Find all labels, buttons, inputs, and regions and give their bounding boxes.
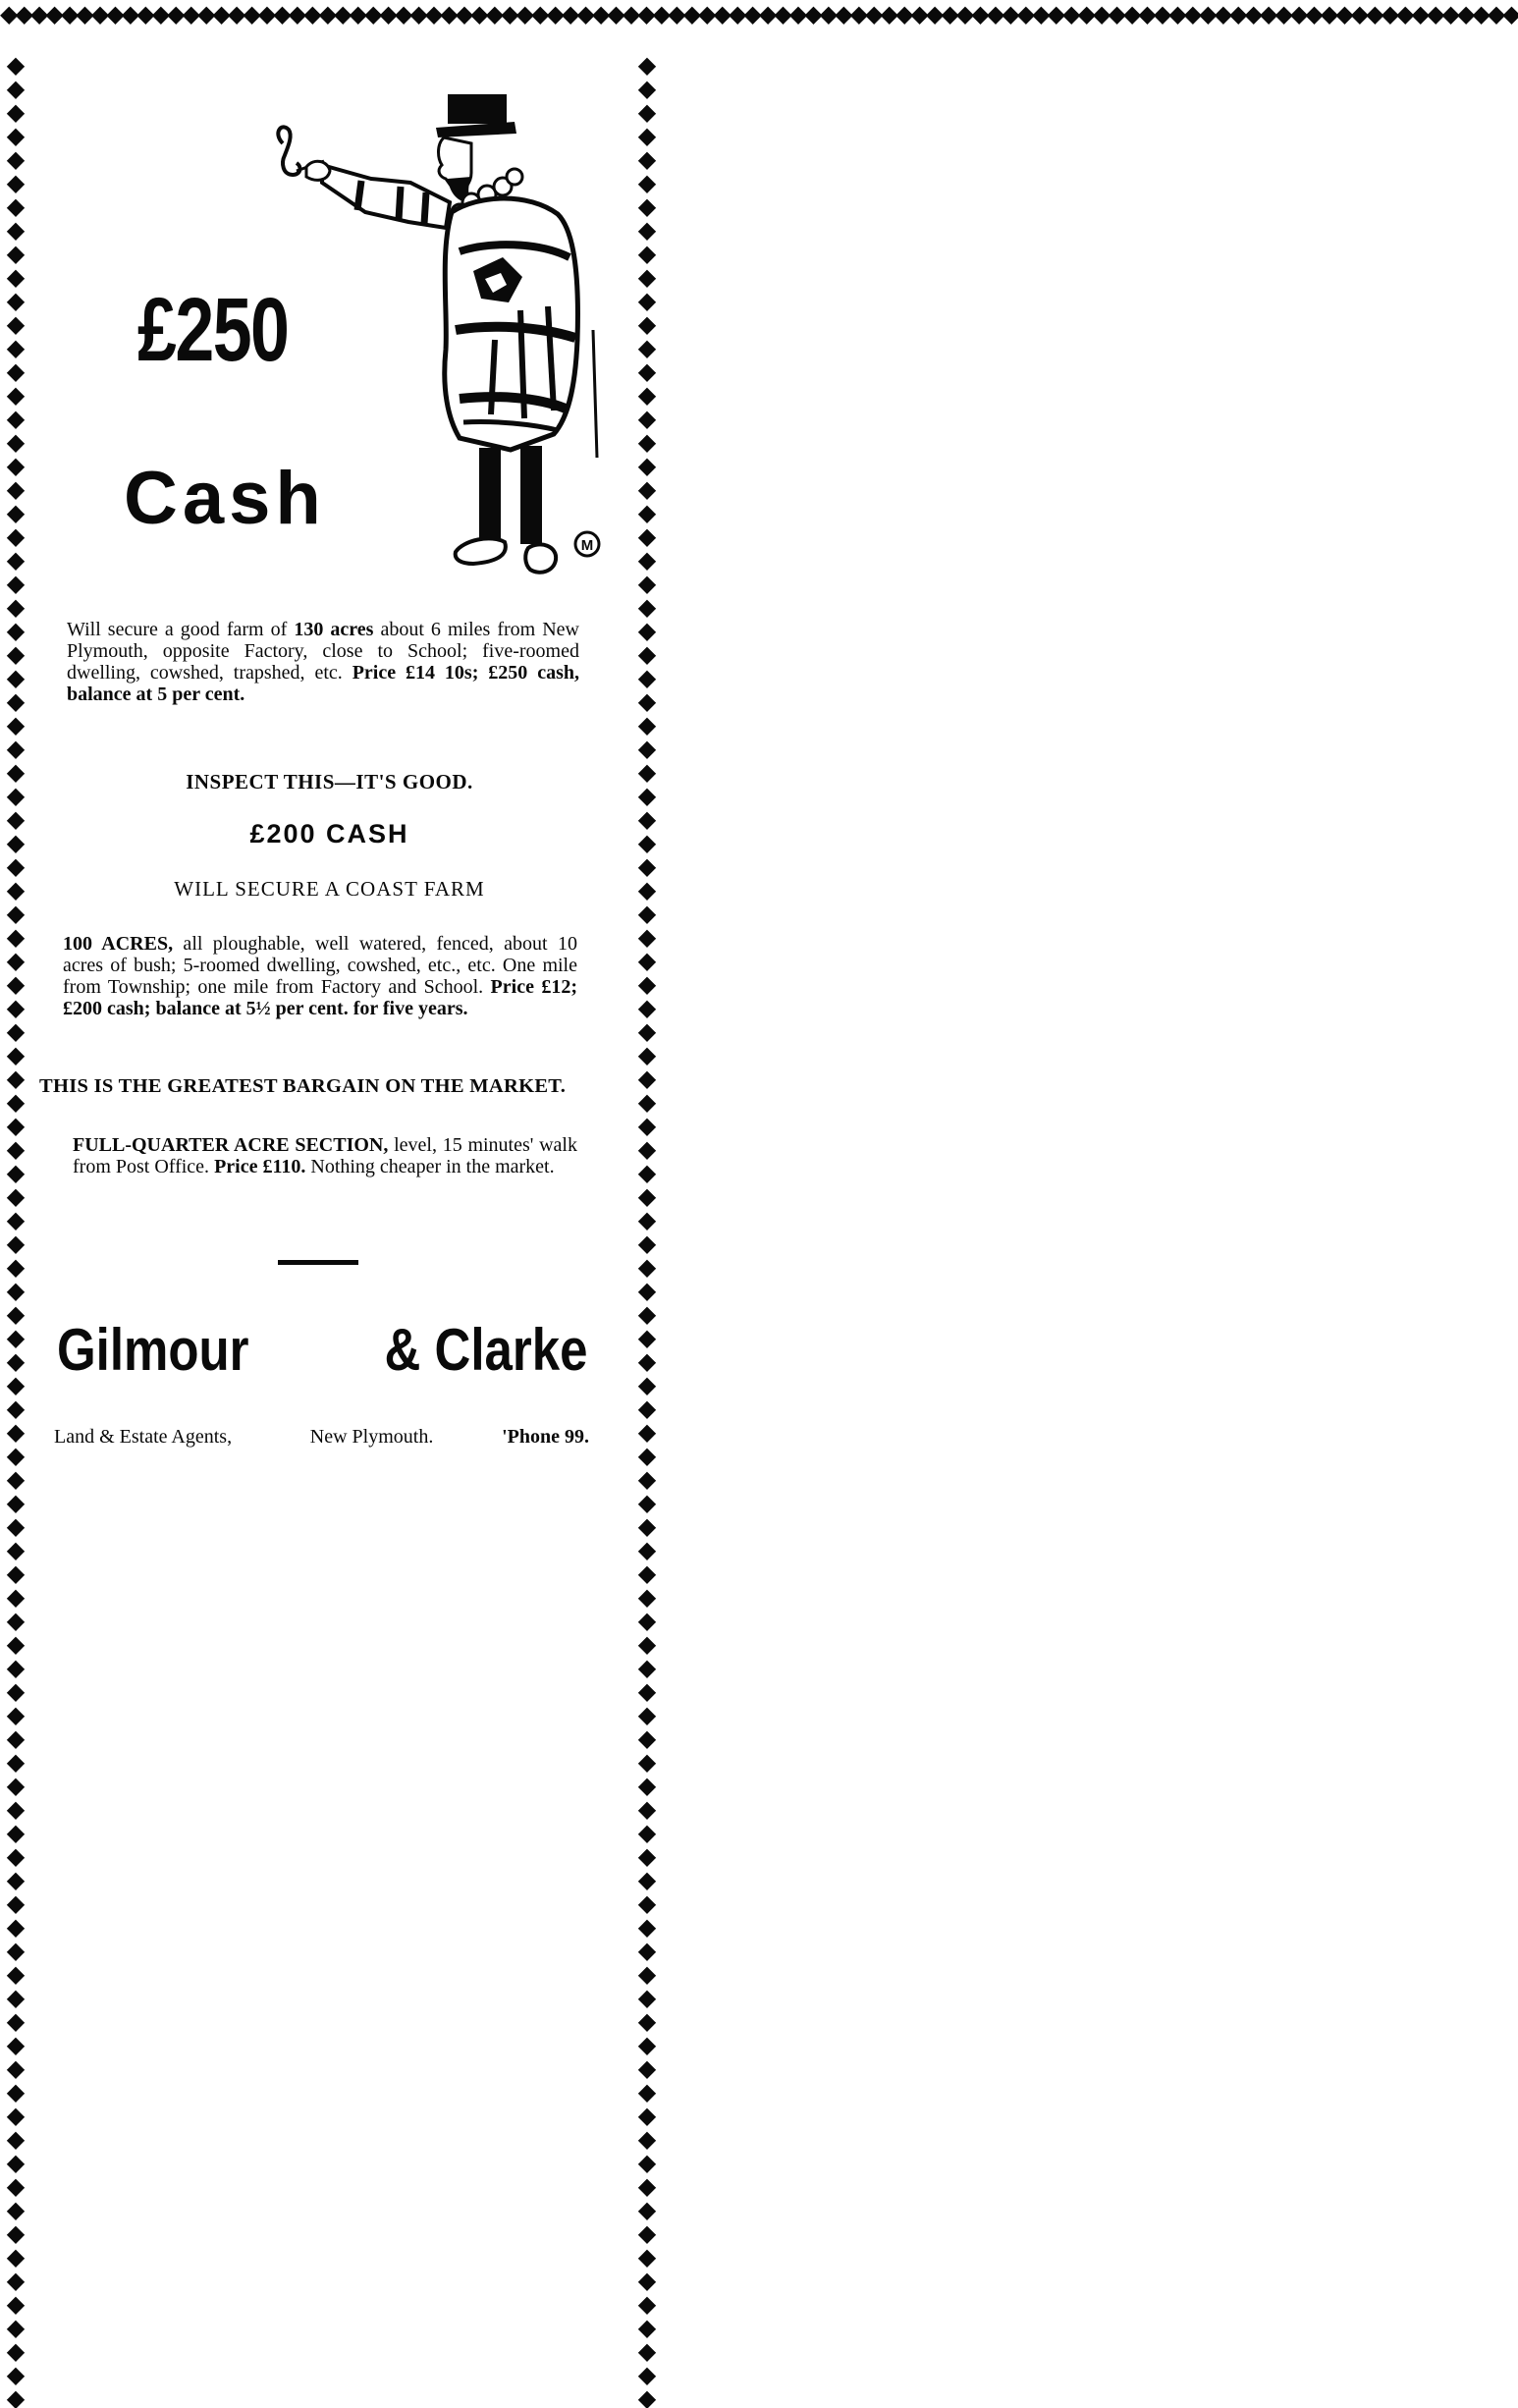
headline-cash: Cash — [124, 457, 326, 540]
firm-name-clarke: & Clarke — [384, 1317, 587, 1383]
section-price: Price £110. — [214, 1156, 306, 1177]
farm-description-2 — [63, 933, 577, 1019]
inspect-heading: INSPECT THIS—IT'S GOOD. — [186, 770, 473, 794]
section-description — [73, 1134, 577, 1177]
headline-price: £250 — [137, 280, 289, 380]
diamond-border-right: ◆◆◆◆◆◆◆◆◆◆◆◆◆◆◆◆◆◆◆◆◆◆◆◆◆◆◆◆◆◆◆◆◆◆◆◆◆◆◆◆◆◆◆◆◆◆◆◆◆◆◆◆◆◆◆◆◆◆◆◆◆◆◆◆◆◆◆◆◆◆◆◆◆◆◆◆◆◆◆◆◆◆◆◆◆◆◆◆◆◆◆◆◆◆◆◆◆◆◆◆ — [633, 51, 661, 2408]
diamond-border-left: ◆◆◆◆◆◆◆◆◆◆◆◆◆◆◆◆◆◆◆◆◆◆◆◆◆◆◆◆◆◆◆◆◆◆◆◆◆◆◆◆◆◆◆◆◆◆◆◆◆◆◆◆◆◆◆◆◆◆◆◆◆◆◆◆◆◆◆◆◆◆◆◆◆◆◆◆◆◆◆◆◆◆◆◆◆◆◆◆◆◆◆◆◆◆◆◆◆◆◆◆ — [2, 51, 29, 2408]
footer-town: New Plymouth. — [309, 1426, 434, 1448]
farm-description-1 — [67, 619, 579, 705]
farm-2-price: Price £12; £200 cash; balance at 5½ per cent. for five years. — [63, 976, 577, 1019]
firm-name — [57, 1317, 587, 1383]
farm-2-details: all ploughable, well watered, fenced, about 10 acres of bush; 5-roomed dwelling, cowshed, etc., etc. One mile from Township; one mile from Factory and School. — [63, 933, 577, 998]
diamond-border-top: ◆◆◆◆◆◆◆◆◆◆◆◆◆◆◆◆◆◆◆◆◆◆◆◆◆◆◆◆◆◆◆◆◆◆◆◆◆◆◆◆◆◆◆◆◆◆◆◆◆◆◆◆◆◆◆◆◆◆◆◆◆◆◆◆◆◆◆◆◆◆◆◆◆◆◆◆◆◆◆◆◆◆◆◆◆◆◆◆◆◆◆◆◆◆◆◆◆◆◆◆ — [0, 0, 1518, 27]
firm-name-gilmour: Gilmour — [57, 1317, 249, 1383]
coast-farm-heading: WILL SECURE A COAST FARM — [174, 877, 485, 901]
farm-1-intro: Will secure a good farm of — [67, 619, 295, 640]
footer-phone: 'Phone 99. — [502, 1426, 589, 1448]
farm-1-price: Price £14 10s; £250 cash, balance at 5 per cent. — [67, 662, 579, 705]
footer-agents: Land & Estate Agents, — [54, 1426, 233, 1448]
farm-1-acres: 130 acres — [294, 619, 374, 640]
footer-line — [54, 1426, 589, 1449]
section-details: level, 15 minutes' walk from Post Office. — [73, 1134, 577, 1177]
divider-rule — [278, 1260, 358, 1265]
farm-1-details: about 6 miles from New Plymouth, opposite Factory, close to School; five-roomed dwelling, cowshed, trapshed, etc. — [67, 619, 579, 684]
section-title: FULL-QUARTER ACRE SECTION, — [73, 1134, 389, 1156]
section-note: Nothing cheaper in the market. — [305, 1156, 555, 1177]
artist-monogram: M — [580, 537, 594, 554]
bargain-banner: THIS IS THE GREATEST BARGAIN ON THE MARKET. — [39, 1075, 567, 1097]
cash-200-heading: £200 CASH — [249, 819, 409, 848]
farm-2-acres: 100 ACRES, — [63, 933, 174, 955]
